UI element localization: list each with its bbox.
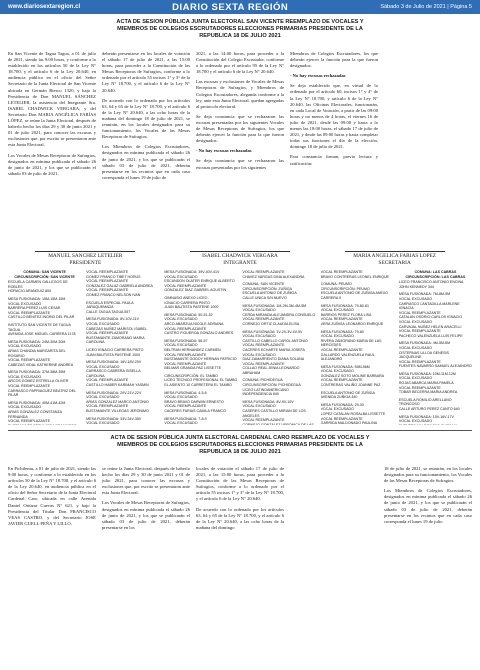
listing-line: VOCAL REEMPLAZANTE xyxy=(164,283,207,288)
section-divider xyxy=(8,430,472,431)
listing-line: VOCAL REEMPLAZANTE xyxy=(8,384,51,389)
listing-line: VOCAL REEMPLAZANTE xyxy=(86,288,129,293)
listing-line: INDEPENDENCIA 840 xyxy=(242,392,279,397)
listing-line: BUSTAMANTE VILLEGAS JERONIMO xyxy=(86,409,149,414)
listing-line: VOCAL REEMPLAZANTE xyxy=(242,418,285,423)
listing-line: GONZALEZ GALAZ GABRIELA ANDREA xyxy=(86,283,153,288)
signer-name: MARIA ANGELICA FARIAS LOPEZ xyxy=(353,253,437,259)
listing-line: VOCAL EXCUSADO xyxy=(320,369,354,374)
signer-role: SECRETARIA xyxy=(378,259,411,266)
listing-line: MESA FUSIONADA: 39V-40V-41V xyxy=(164,270,220,274)
text-column xyxy=(102,51,190,227)
listing-line: VOCAL REEMPLAZANTE xyxy=(164,404,207,409)
paragraph: Los Vocales de Mesas Receptoras de Sufragios, designados en mínima publicada el sábado 26 de junio de 2021, y los que se publicarán el sábado 03 de julio de 2021, xyxy=(8,152,96,176)
listing-column xyxy=(86,270,159,425)
listing-line: VOCAL EXCUSADO xyxy=(320,407,354,412)
listing-column xyxy=(242,270,315,425)
listing-line: BELTRAN HERNANDEZ CARMEN xyxy=(164,347,221,352)
listing-line: CORNEJO GONZALEZ VERONICA DE LAS xyxy=(242,422,314,425)
listing-heading: COMUNA: LAS CABRAS CIRCUNSCRIPCIÓN: LAS CABRAS xyxy=(405,270,466,279)
listing-line: CABEZAS NUÑEZ MARISOL ISABEL xyxy=(86,326,147,331)
listing-line: BARRERA PEREZ LUIS CESAR xyxy=(8,306,61,311)
listing-line: CARRASCO CABRERA GISELLA CAROLINA xyxy=(86,369,141,378)
listing-line: GALLARDO VALENZUELA RAUL ALEJANDRO xyxy=(320,352,375,362)
signature-line xyxy=(345,251,445,252)
listing-line: GONZALEZ DIAZ GABRIEL AGUSTIN xyxy=(164,288,227,293)
listing-line: VOCAL REEMPLAZANTE xyxy=(242,317,285,322)
listing-line: ESCUELA ESPECIAL PAULA JARAQUEMADA xyxy=(86,300,134,310)
listing-line: VOCAL EXCUSADO xyxy=(8,405,42,410)
paragraph: deberán presentarse en los locales de votación el sábado 17 de julio de 2021, a las 15:00 horas, para proceder a la Constitución de las Mesas Receptoras de Sufragios, conforme a lo ordenado por el artículo 55 incisos 1° y 3° de la Ley N° 18.700, y el artículo 6 de la Ley N° 20.640. xyxy=(102,51,190,93)
listing-line: MESA FUSIONADA: 79-80-81 xyxy=(320,303,369,308)
listing-line: MESA FUSIONADA: 15V-16V-17V xyxy=(398,414,454,419)
listing-line: DIAZ ZAMARRENTO DIANA SOLANA xyxy=(242,357,305,362)
paragraph: En Pichilemu, a 01 de julio de 2021, siendo las 9:00 horas, y conforme a lo establecido en los artículos 50 de la Ley N° 18.700, y el artículo 6 de la Ley 20.640, en audiencia pública en el oficio del Señor Secretario de la Junta Electoral Cardenal Caro, ubicada en calle Avenida Daniel Ortúzar Cuevas N° 621, y bajo la Presidencia del Titular Don FRANCISCO VEAS CASTRO, y del Secretario JOSE JAVIER GUELL PEÑA Y LILLO, xyxy=(8,466,96,526)
listing-line: VOCAL EXCUSADO xyxy=(164,317,198,322)
listing-line: CIRCUNSCRIPCIÓN: PEUMO xyxy=(320,286,370,291)
listing-line: CERDA MIRANDA ALEJANDRA CONSUELO xyxy=(242,312,316,317)
listing-line: FUENTES NAVARRO SAMUEL ALEJANDRO xyxy=(398,364,472,369)
listing-line: COMUNA: PICHIDEGUA xyxy=(242,378,283,383)
paragraph: - No hay excusas rechazadas xyxy=(196,148,252,154)
paragraph: Para constancia firman, previa lectura y ratificación: xyxy=(290,154,378,166)
replacement-listing xyxy=(8,270,472,425)
text-column xyxy=(384,466,472,666)
listing-line: MESA FUSIONADA: 1V-2V-3V-4V-5V xyxy=(242,329,303,334)
listing-line: INSTITUTO SAN VICENTE DE TAGUA TAGUA xyxy=(8,322,71,332)
listing-line: VOCAL EXCUSADO xyxy=(164,395,198,400)
listing-column xyxy=(399,270,472,425)
listing-line: CABEZAS VIDAL KATHERINE ANDREA xyxy=(8,362,74,367)
listing-line: VOCAL EXCUSADO xyxy=(242,352,276,357)
listing-line: LICEO LATINOAMERICANO xyxy=(242,387,289,392)
signature-block xyxy=(317,251,472,266)
paragraph: - No hay excusas rechazadas xyxy=(290,73,346,79)
listing-line: VOCAL REEMPLAZANTE xyxy=(8,419,51,424)
signature-block xyxy=(163,251,318,266)
listing-line: VOCAL EXCUSADO xyxy=(398,319,433,324)
listing-line: CASTRO FIGUEROA GONZALO ANDRES xyxy=(164,331,234,336)
listing-line: VOCAL EXCUSADO xyxy=(164,343,198,348)
paragraph: se reúne la Junta Electoral, después de haberlo hecho los días 29 y 30 de junio 2021 y 01 de julio 2021, para conocer las excusas y exclusiones que, por escrito se presentaron ante esta Junta Electoral. xyxy=(102,466,190,496)
text-column xyxy=(8,51,96,227)
text-column xyxy=(196,466,284,666)
acta-title: ACTA DE SESION PÚBLICA JUNTA ELECTORAL CARDENAL CARO REEMPLAZO DE VOCALES Y MIEMBROS DE COLEGIOS ESCRUTADORES ELECCIONES PRIMARIAS PRESIDENTE DE LA REPUBLICA 18 DE JULIO 2021 xyxy=(110,435,370,455)
listing-line: VERA ZUÑIGA LEONARDO ENRIQUE xyxy=(320,321,384,326)
paragraph: Se deja constancia que se rechazaron las excusas presentadas por los siguientes xyxy=(196,158,284,170)
listing-line: MESA FUSIONADA: 37M-38M-39M xyxy=(8,370,66,375)
listing-line: VOCAL REEMPLAZANTE xyxy=(398,329,441,334)
listing-line: VOCAL EXCUSADO xyxy=(86,321,120,326)
listing-line: ESCUELA ANTONIO DE ZUÑIGA xyxy=(242,291,297,296)
listing-line: VOCAL EXCUSADO xyxy=(8,301,42,306)
listing-line: MESA FUSIONADA: 56-57 xyxy=(164,338,208,343)
listing-line: IGNACIO CARRERA PINTO xyxy=(164,300,210,305)
listing-line: BUSTAMANTE ZAMORANO MARIA CAROLINA xyxy=(86,335,145,345)
listing-line: CASTILLO CABELLO CAROL ANTONIO xyxy=(242,338,308,343)
text-column xyxy=(102,466,190,666)
listing-line: VOCAL REEMPLAZANTE xyxy=(242,270,285,274)
listing-line: BUSTAMANTE GODOY HERNAN PATRICIO xyxy=(164,357,237,362)
listing-line: CARRASCO LANTADILLA MARLENE IGNACIA xyxy=(398,301,460,311)
listing-line: VOCAL EXCUSADO xyxy=(8,374,42,379)
listing-line: CATALAN OSORIO CARLOS IGNACIO xyxy=(398,315,463,320)
listing-line: VOCAL REEMPLAZANTE xyxy=(164,326,207,331)
signer-name: MANUEL SANCHEZ LETELIER xyxy=(48,253,123,259)
listing-line: VOCAL EXCUSADO xyxy=(242,334,276,339)
listing-line: ESCUELA ANTONIO DE ZUÑIGA xyxy=(320,390,375,395)
listing-line: VOCAL EXCUSADO xyxy=(398,419,433,424)
listing-line: GOMEZ FRANCO TIBET HORUS xyxy=(86,274,141,279)
listing-line: VOCAL EXCUSADO xyxy=(398,345,433,350)
listing-line: LICEO FRANCISCO ANTONIO ENCINA xyxy=(398,280,464,285)
listing-line: VOCAL EXCUSADO xyxy=(164,421,198,425)
listing-line: VOCAL REEMPLAZANTE xyxy=(164,352,207,357)
text-column xyxy=(290,466,378,666)
listing-line: JUAN BAUTISTA PASTENE 1000 xyxy=(164,305,219,310)
listing-line: MESA FUSIONADA: 20V-21V-22V xyxy=(86,390,142,395)
signatures xyxy=(8,251,472,266)
listing-line: MESA FUSIONADA: 1M-2M-3M-4M-5M xyxy=(242,303,307,308)
listing-line: MESA FUSIONADA: 10M-11M-12M xyxy=(398,371,456,376)
listing-line: VOCAL REEMPLAZANTE xyxy=(242,343,285,348)
listing-line: MESA FUSIONADA: 50-51-52 xyxy=(164,312,213,317)
listing-line: RIVERA ZAMORANO MARIA DE LAS MERCEDES xyxy=(320,338,382,348)
listing-line: BARRIOS PEREZ FLORA LISA xyxy=(320,312,372,317)
page-header xyxy=(0,0,480,14)
newspaper-name: DIARIO SEXTA REGIÓN xyxy=(172,1,289,13)
text-column xyxy=(196,51,284,227)
listing-line: CONTRERAS VALIÑO JOANNE PAZ xyxy=(320,383,381,388)
listing-line: VOCAL EXCUSADO xyxy=(242,308,276,313)
listing-line: VOCAL EXCUSADO xyxy=(242,404,276,409)
paragraph: Los Miembros de Colegios Escrutadores, designados en mínima publicada el sábado 26 de junio de 2021, y los que se publicarán el sábado 03 de julio de 2021, deberán presentarse en los recintos que en cada caso corresponda el lunes 19 de julio de xyxy=(102,144,190,180)
listing-line: CIRCUNSCRIPCIÓN: EL TAMBO xyxy=(164,373,218,378)
listing-line: VOCAL EXCUSADO xyxy=(398,296,433,301)
listing-line: CALLE UNICA S/N NUEVO xyxy=(242,295,287,300)
listing-line: CACERES ECHARTE MARIA JOSEFA xyxy=(242,347,305,352)
listing-line: CISTERNAS ULLOA GENESIS JACQUELINE xyxy=(398,350,449,360)
listing-line: GOMEZ FRANCO NELSON IVAN xyxy=(86,292,141,297)
listing-line: VOCAL REEMPLAZANTE xyxy=(398,359,441,364)
listing-line: PACHECO VALENZUELA LUIS FELIPE xyxy=(398,333,463,338)
paragraph: En San Vicente de Tagua Tagua, a 01 de julio de 2021, siendo las 9:00 horas, y conforme a lo establecido en los artículos 50 de la Ley N° 18.700, y el artículo 6 de la Ley 20.640, en audiencia pública en el oficio del Señor Secretario de la Junta Electoral de San Vicente ubicada en Germán Riesco 1320, y bajo la Presidencia de Don MANUEL SÁNCHEZ LETELIER, la asistencia del Integrante Sra. ISABEL CHADWICK VERGARA, y del Secretario Don MARIA ANGÉLICA FARÍAS LÓPEZ, se reúne la Junta Electoral, después de haberlo hecho los días 29 y 30 de junio 2021 y 01 de julio 2021, para conocer las excusas y exclusiones que, por escrito se presentaron ante esta Junta Electoral. xyxy=(8,51,96,148)
listing-line: VOCAL REEMPLAZANTE xyxy=(398,310,441,315)
listing-line: ARCO ABARZUA NICOLE ADRIANA xyxy=(164,321,224,326)
listing-line: MESA FUSIONADA: 15M-15M-15M xyxy=(8,296,66,301)
acta-title: ACTA DE SESION PÚBLICA JUNTA ELECTORAL SAN VICENTE REEMPLAZO DE VOCALES Y MIEMBROS DE COLEGIOS ESCRUTADORES ELECCIONES PRIMARIAS PRESIDENTE DE LA REPUBLICA 18 DE JULIO 2021 xyxy=(116,19,364,39)
listing-line: CALLE TAGUA TAGUA 557 xyxy=(86,309,131,314)
listing-line: VOCAL REEMPLAZANTE xyxy=(8,310,51,315)
listing-line: MESA FUSIONADA: 7-8-9 xyxy=(164,416,207,421)
paragraph: locales de votación el sábado 17 de julio de 2021, a las 15:00 horas, para proceder a la Constitución de las Mesas Receptoras de Sufragios, conforme a lo ordenado por el artículo 55 incisos 1° y 3° de la Ley N° 18.700, y el artículo 6 de la Ley N° 20.640. xyxy=(196,466,284,502)
listing-line: VOCAL REEMPLAZANTE xyxy=(320,270,363,274)
listing-line: ARIAS GONZALEZ CONSTANZA FERNANDA xyxy=(8,410,62,419)
listing-line: MESA FUSIONADA: 4M-5M-6M xyxy=(398,341,451,346)
text-column xyxy=(290,51,378,227)
signature-line xyxy=(35,251,135,252)
listing-line: ROJAS ABARCA MARIA PAMELA xyxy=(398,381,454,386)
paragraph: Se deja establecido que, en virtud de lo ordenado por el artículo 60, incisos 1° y 4° de la Ley N° 18.700, y artículo 6 de la Ley N° 20.640, las Oficinas Electorales, funcionarán, en cada Local de Votación, a partir de las 09:00 horas y no menos de 4 horas, el viernes 16 de julio de 2021, desde las 09:00 y hasta a lo menos las 18:00 horas, el sábado 17 de julio de 2021, y desde las 09:00 horas y hasta completar todas sus funciones el día de la elección, domingo 18 de julio de 2021. xyxy=(290,83,378,150)
listing-line: VOCAL EXCUSADO xyxy=(320,308,354,313)
listing-line: CARRERA 9 xyxy=(320,295,342,300)
listing-line: LICEO TECNICO PROFESIONAL EL TAMBO xyxy=(164,378,238,383)
listing-line: LICEO IGNACIO CARRERA PINTO xyxy=(86,347,144,352)
paragraph: De acuerdo con lo ordenado por los artículos 63, 64 y 65 de la Ley N° 18.700, y el artículo 6 de la Ley N° 20.640, a las ocho horas de la mañana del domingo xyxy=(196,506,284,530)
listing-line: TOBAR BECERRA MARIA ANDREA xyxy=(398,390,458,395)
acta-body xyxy=(8,51,472,227)
listing-line: CARRASCO PAPRIAGUEZ BEATRIZ DEL PILAR xyxy=(8,388,77,398)
listing-line: MESA FUSIONADA: 24M-30M-30M xyxy=(8,339,66,344)
listing-line: MESA FUSIONADA: 29-30 xyxy=(320,402,364,407)
listing-line: COMUNA: PEUMO xyxy=(320,282,352,287)
listing-line: JUAN BAUTISTA PASTENE 1000 xyxy=(86,352,141,357)
listing-column xyxy=(321,270,394,425)
listing-line: ESCUELA ANTONIO DE ZUÑIGA ANEXO xyxy=(320,291,389,296)
listing-line: MESA FUSIONADA: 55M-56M xyxy=(320,364,370,369)
acta-body xyxy=(8,466,472,666)
listing-line: MESA FUSIONADA: 33V-34V-35V xyxy=(86,416,142,421)
date-page: Sábado 3 de Julio de 2021 | Página 5 xyxy=(380,4,472,10)
site-url[interactable]: www.diariosextaregion.cl xyxy=(8,4,81,10)
listing-line: MESA FUSIONADA: 7M-8M-9M xyxy=(398,292,451,297)
listing-line: VOCAL EXCUSADO xyxy=(86,364,120,369)
listing-line: VOCAL REEMPLAZANTE xyxy=(86,378,129,383)
listing-line: VOCAL EXCUSADO xyxy=(320,334,354,339)
listing-line: MESA FUSIONADA: 16V-18V-20V xyxy=(86,360,142,365)
listing-line: CIRCUNSCRIPCIÓN: PICHIDEGUA xyxy=(242,383,301,388)
listing-line xyxy=(8,424,81,425)
listing-line xyxy=(399,424,472,425)
listing-line: VOCAL REEMPLAZANTE xyxy=(86,404,129,409)
listing-line: VOCAL REEMPLAZANTE xyxy=(86,279,129,284)
listing-line: ARIAS GONZALEZ MARCO ANTONIO xyxy=(86,399,149,404)
listing-line: VOCAL EXCUSADO xyxy=(398,376,433,381)
listing-line: MESA FUSIONADA: 8V-9V-10V xyxy=(242,399,294,404)
text-column xyxy=(384,51,472,227)
listing-line: VOCAL REEMPLAZANTE xyxy=(320,378,363,383)
text-column xyxy=(8,466,96,666)
listing-line: CASTILLO BENITEZ INGRID DEL PILAR xyxy=(8,315,75,320)
listing-line: CIRCUNSCRIPCIÓN: ZUÑIGA xyxy=(242,286,293,291)
listing-line: GONZALEZ SOTO MOLINE BARBARA xyxy=(320,373,385,378)
listing-line: VOCAL REEMPLAZANTE xyxy=(320,317,363,322)
listing-line: AVENIDA JOSE MIGUEL CARRERA 1178 xyxy=(8,332,76,337)
paragraph: 18 de julio de 2021, se reunirán, en los locales designados para su funcionamiento, los Vocales de las Mesas Receptoras de Sufragios. xyxy=(384,466,472,484)
listing-line: ESCANDON OLATER ENRIQUE ALBERTO xyxy=(164,279,235,284)
listing-line: VOCAL REEMPLAZANTE xyxy=(398,385,441,390)
listing-line: MESA FUSIONADA: 79-80 xyxy=(320,329,364,334)
listing-column xyxy=(8,270,81,425)
listing-line: GARRIDA MALDONADO PAULINA xyxy=(320,421,377,425)
listing-line: BRAVO CONTRERAS LEONEL ENRIQUE xyxy=(320,274,389,279)
signer-role: PRESIDENTE xyxy=(69,259,102,266)
listing-line: ARCOS GOMEZ ESTRELLA OLIVER xyxy=(8,379,69,384)
listing-line: VOCAL EXCUSADO xyxy=(86,395,120,400)
listing-line: AVENIDA ZUÑIGA 440 xyxy=(320,395,358,400)
listing-line: COLLAO REAL JENIA LEONARDO ABRAHAM xyxy=(242,366,300,375)
listing-line: ESCUELA CARMEN GALLEGOS DE ROBLES xyxy=(8,280,68,289)
listing-line: VOCAL REEMPLAZANTE xyxy=(164,361,207,366)
listing-line: LOPEZ CATALAN ROSALBA LISSETTE xyxy=(320,412,386,417)
listing-line: CACERES FARIAS CAMILA FRANCO xyxy=(164,409,226,414)
paragraph: Los Miembros de Colegios Escrutadores, designados en mínima publicada el sábado 26 de junio de 2021, y los que se publicarán el sábado 03 de julio de 2021, deberán presentarse en los recintos que en cada caso corresponda el lunes 19 de julio xyxy=(384,488,472,524)
listing-line: VOCAL REEMPLAZANTE xyxy=(8,358,51,363)
paragraph: Se deja constancia que se rechazaron las excusas presentadas por los siguientes Vocales de Mesas Receptoras de Sufragios, los que deberán ejercer la función para la que fueron designados: xyxy=(196,113,284,144)
signature-block xyxy=(8,251,163,266)
listing-heading: COMUNA: SAN VICENTE CIRCUNSCRIPCIÓN: SAN VICENTE xyxy=(14,270,75,279)
listing-line: MESA FUSIONADA: 8V-10V-11V xyxy=(86,317,140,322)
listing-line: ARIAS CHANDIA MARGARITA DEL ROSARIO xyxy=(8,348,66,358)
listing-line: GIMNASIO ANEXO LICEO xyxy=(164,295,208,300)
listing-line: CASTILLO HABER KARIMAH YASMIN xyxy=(86,383,149,388)
listing-line: MESA FUSIONADA: 40M-41M-42M xyxy=(8,400,66,405)
listing-line: VOCAL EXCUSADO xyxy=(8,344,42,349)
listing-line: VOCAL REEMPLAZANTE xyxy=(242,361,285,366)
listing-line: CARVAJAL NUÑEZ HELEN ARACELLI xyxy=(398,324,462,329)
listing-line: CALLE ARTURO PEREZ CANTO 640 xyxy=(398,407,460,412)
listing-line: VOCAL REEMPLAZANTE xyxy=(86,270,129,274)
listing-line: EL ASIENTO 10 CARRETERA EL TAMBO xyxy=(164,383,232,388)
paragraph: Miembros de Colegios Escrutadores, los que deberán ejercer la función para la que fueron designados: xyxy=(290,51,378,69)
listing-line: BELMAR GRANDA PAZ LISSETTE xyxy=(164,366,221,371)
listing-line: COMUNA: SAN VICENTE xyxy=(242,282,285,287)
paragraph: Los Vocales de Mesas Receptoras de Sufragios, designados en mínima publicada el sábado 26 de junio de 2021, y los que se publicarán el sábado 03 de julio de 2021, deberán presentarse en los xyxy=(102,500,190,530)
signature-line xyxy=(190,251,290,252)
listing-line: HORACIO ARANGUIZ 800 xyxy=(8,289,52,294)
paragraph: Las excusas y exclusiones de Vocales de Mesas Receptoras de Sufragios, y Miembros de Colegios Escrutadores, aleganda conforme a la ley, ante esta Junta Electoral, quedan agregadas al protocolo electoral. xyxy=(196,79,284,109)
listing-line: VOCAL EXCUSADO xyxy=(86,421,120,425)
signer-name: ISABEL CHADWICK VERGARA xyxy=(202,253,278,259)
listing-line: CHAVEZ VARGAS DINA ALEXANDRA xyxy=(242,274,305,279)
listing-line: VOCAL REEMPLAZANTE xyxy=(320,416,363,421)
listing-line: VOCAL REEMPLAZANTE xyxy=(86,331,129,336)
listing-line: MESA FUSIONADA: 4-5-6 xyxy=(164,390,207,395)
paragraph: De acuerdo con lo ordenado por los artículos 63, 64 y 65 de la Ley N° 18.700, y el artículo 6 de la Ley N° 20.640, a las ocho horas de la mañana del domingo 18 de julio de 2021, se reunirán, en los locales designados para su funcionamiento, los Vocales de las Mesas Receptoras de Sufragios. xyxy=(102,97,190,140)
signer-role: INTEGRANTE xyxy=(223,259,257,266)
listing-line: CASERES CASTILLO MIRIAN DE LOS ANGELES xyxy=(242,409,306,418)
listing-line: ESCUELA ROMILIO ARELLANO TRONCOSO xyxy=(398,397,452,407)
listing-line: BRAVO BRAVO DARWIN ERNESTO xyxy=(164,399,224,404)
listing-line: VOCAL REEMPLAZANTE xyxy=(320,347,363,352)
listing-line: VOCAL EXCUSADO xyxy=(164,274,198,279)
listing-line: JOHN KENNEDY 344 xyxy=(398,284,434,289)
paragraph: 2021, a las 14:00 horas, para proceder a la Constitución del Colegio Escrutador, conforme a lo ordenado por el artículo 95 de la Ley N° 18.700 y el artículo 6 de la Ley N° 20.640. xyxy=(196,51,284,75)
listing-column xyxy=(164,270,237,425)
listing-line: CORNEJO ORTIZ CLAUDIA ELISA xyxy=(242,321,300,326)
